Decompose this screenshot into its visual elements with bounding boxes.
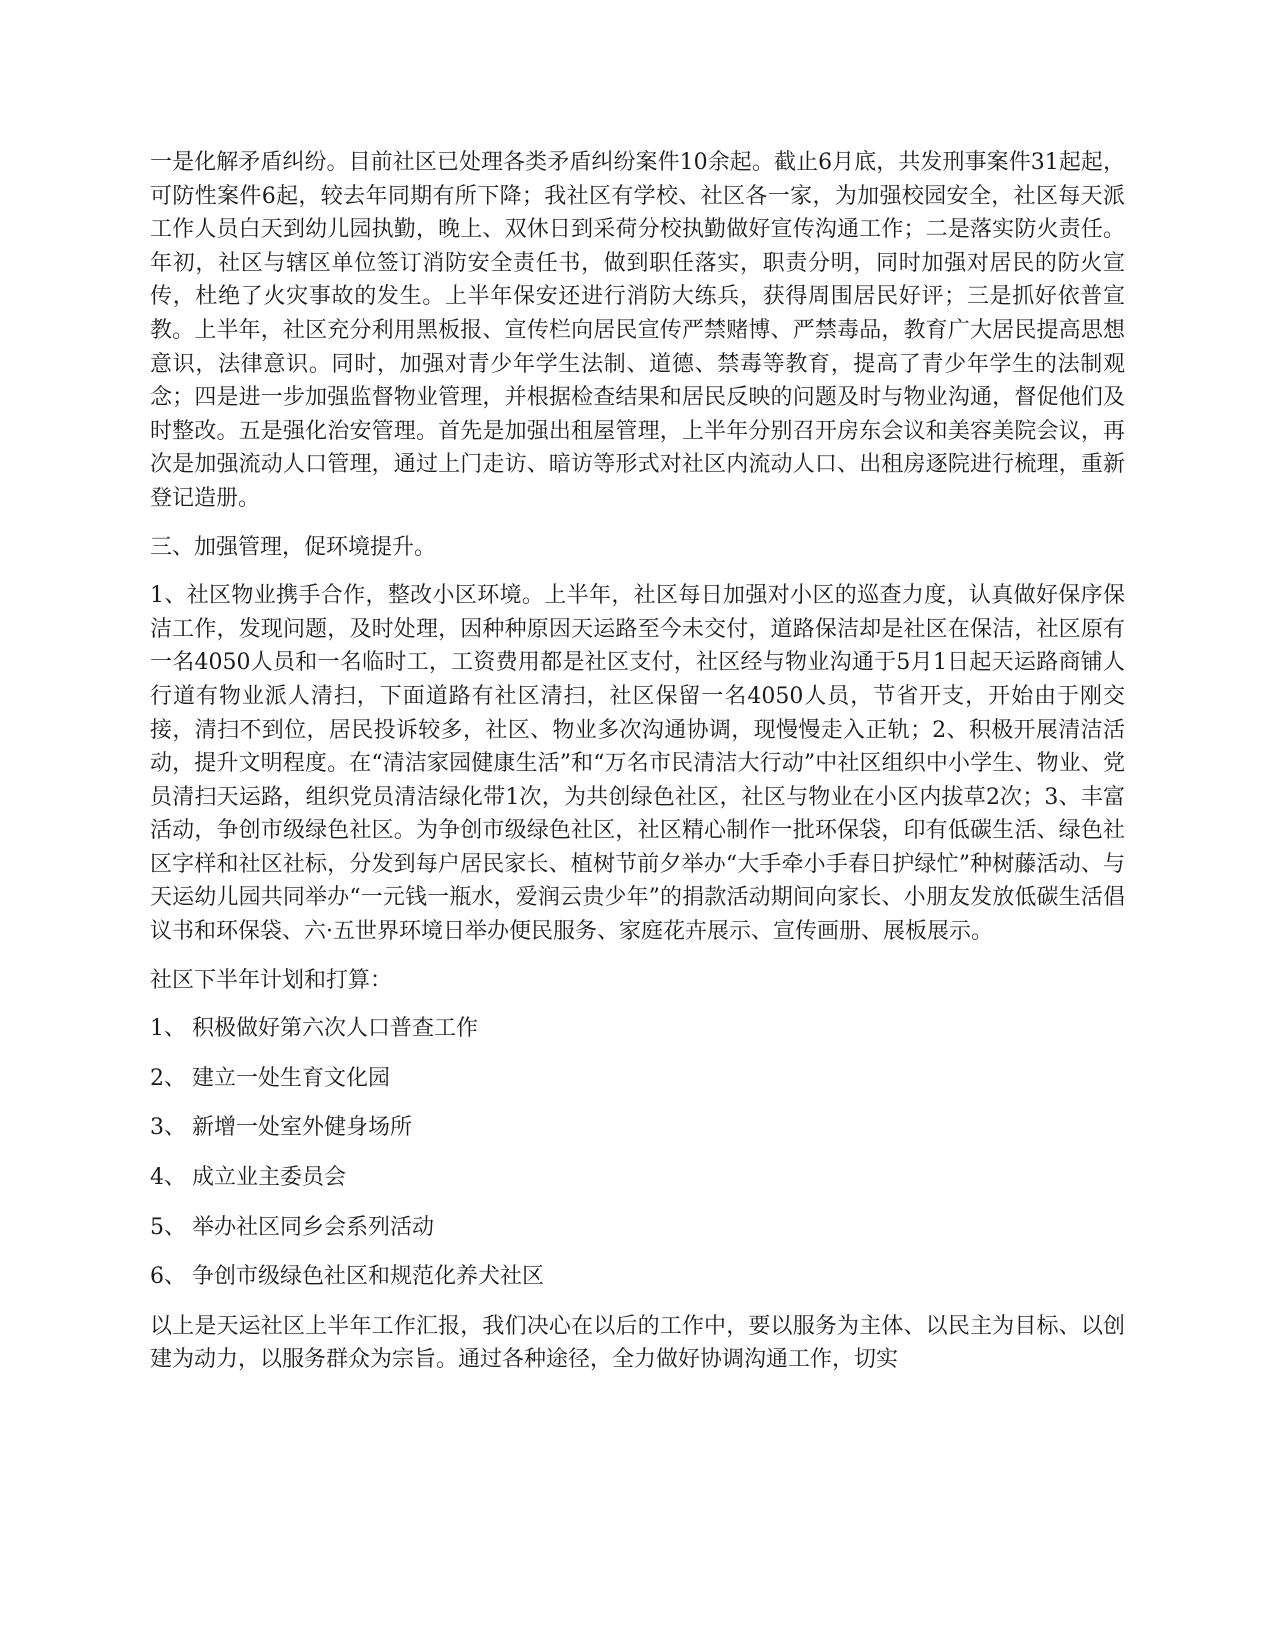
plan-item-number: 5、 bbox=[150, 1214, 186, 1240]
plan-item-number: 2、 bbox=[150, 1065, 186, 1091]
plan-list-item bbox=[150, 1161, 1125, 1195]
plan-list-item bbox=[150, 1062, 1125, 1096]
section-heading-environment: 三、加强管理，促环境提升。 bbox=[150, 534, 437, 560]
plan-list-item bbox=[150, 1012, 1125, 1046]
plan-list-item bbox=[150, 1260, 1125, 1294]
plan-item-text: 建立一处生育文化园 bbox=[192, 1065, 391, 1091]
plan-list-item bbox=[150, 1111, 1125, 1145]
paragraph-safety-work: 一是化解矛盾纠纷。目前社区已处理各类矛盾纠纷案件10余起。截止6月底，共发刑事案件31起起，可防性案件6起，较去年同期有所下降；我社区有学校、社区各一家，为加强校园安全，社区每天派工作人员白天到幼儿园执勤，晚上、双休日到采荷分校执勤做好宣传沟通工作；二是落实防火责任。年初，社区与辖区单位签订消防安全责任书，做到职任落实，职责分明，同时加强对居民的防火宣传，杜绝了火灾事故的发生。上半年保安还进行消防大练兵，获得周围居民好评；三是抓好依普宣教。上半年，社区充分利用黑板报、宣传栏向居民宣传严禁赌博、严禁毒品，教育广大居民提高思想意识，法律意识。同时，加强对青少年学生法制、道德、禁毒等教育，提高了青少年学生的法制观念；四是进一步加强监督物业管理，并根据检查结果和居民反映的问题及时与物业沟通，督促他们及时整改。五是强化治安管理。首先是加强出租屋管理，上半年分别召开房东会议和美容美院会议，再次是加强流动人口管理，通过上门走访、暗访等形式对社区内流动人口、出租房逐院进行梳理，重新登记造册。 bbox=[150, 150, 1125, 511]
plan-heading: 社区下半年计划和打算： bbox=[150, 967, 393, 993]
plan-item-number: 6、 bbox=[150, 1264, 186, 1290]
closing-paragraph: 以上是天运社区上半年工作汇报，我们决心在以后的工作中，要以服务为主体、以民主为目标、以创建为动力，以服务群众为宗旨。通过各种途径，全力做好协调沟通工作，切实 bbox=[150, 1313, 1125, 1373]
plan-item-text: 争创市级绿色社区和规范化养犬社区 bbox=[192, 1264, 545, 1290]
document-page bbox=[150, 146, 1125, 1392]
plan-item-number: 4、 bbox=[150, 1165, 186, 1191]
plan-item-number: 1、 bbox=[150, 1016, 186, 1042]
plan-item-text: 新增一处室外健身场所 bbox=[192, 1115, 413, 1141]
plan-list bbox=[150, 1012, 1125, 1294]
plan-item-text: 举办社区同乡会系列活动 bbox=[192, 1214, 435, 1240]
plan-item-text: 积极做好第六次人口普查工作 bbox=[192, 1016, 479, 1042]
paragraph-environment-work: 1、社区物业携手合作，整改小区环境。上半年，社区每日加强对小区的巡查力度，认真做好保序保洁工作，发现问题，及时处理，因种种原因天运路至今未交付，道路保洁却是社区在保洁，社区原有一名4050人员和一名临时工，工资费用都是社区支付，社区经与物业沟通于5月1日起天运路商铺人行道有物业派人清扫，下面道路有社区清扫，社区保留一名4050人员，节省开支，开始由于刚交接，清扫不到位，居民投诉较多，社区、物业多次沟通协调，现慢慢走入正轨；2、积极开展清洁活动，提升文明程度。在“清洁家园健康生活”和“万名市民清洁大行动”中社区组织中小学生、物业、党员清扫天运路，组织党员清洁绿化带1次，为共创绿色社区，社区与物业在小区内拔草2次；3、丰富活动，争创市级绿色社区。为争创市级绿色社区，社区精心制作一批环保袋，印有低碳生活、绿色社区字样和社区社标，分发到每户居民家长、植树节前夕举办“大手牵小手春日护绿忙”种树藤活动、与天运幼儿园共同举办“一元钱一瓶水，爱润云贵少年”的捐款活动期间向家长、小朋友发放低碳生活倡议书和环保袋、六·五世界环境日举办便民服务、家庭花卉展示、宣传画册、展板展示。 bbox=[150, 583, 1125, 945]
plan-list-item bbox=[150, 1211, 1125, 1245]
plan-item-number: 3、 bbox=[150, 1115, 186, 1141]
plan-item-text: 成立业主委员会 bbox=[192, 1165, 347, 1191]
